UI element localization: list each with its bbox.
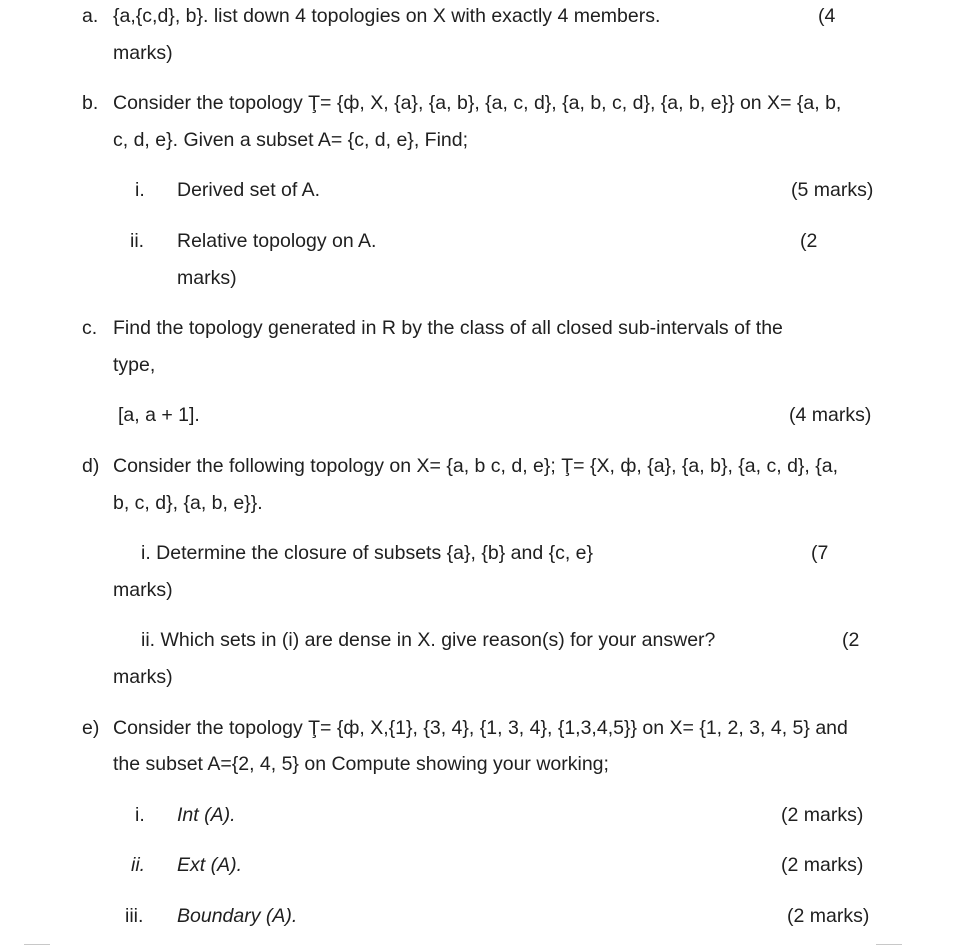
question-b-part-i-marks: (5 marks) (791, 179, 874, 201)
question-e-part-ii-number: ii. (131, 854, 146, 876)
question-e-part-i-text: Int (A). (177, 804, 236, 826)
question-e-text-line1: Consider the topology Ţ= {ф, X,{1}, {3, 4}, {1, 3, 4}, {1,3,4,5}} on X= {1, 2, 3, 4, 5} and (113, 717, 848, 739)
question-c-text-line1: Find the topology generated in R by the class of all closed sub-intervals of the (113, 317, 783, 339)
question-c-marks: (4 marks) (789, 404, 872, 426)
question-e-part-i-number: i. (135, 804, 145, 826)
question-a-marks-end: marks) (113, 42, 173, 64)
question-e-text-line2: the subset A={2, 4, 5} on Compute showing your working; (113, 753, 609, 775)
question-c-text-line2: type, (113, 354, 156, 376)
question-c-interval: [a, a + 1]. (118, 404, 200, 426)
question-e-part-ii-text: Ext (A). (177, 854, 243, 876)
question-d-part-i-text: i. Determine the closure of subsets {a}, {b} and {c, e} (141, 542, 594, 564)
page-edge-mark-right (876, 944, 902, 945)
question-b-text-line1: Consider the topology Ţ= {ф, X, {a}, {a, b}, {a, c, d}, {a, b, c, d}, {a, b, e}} on X= {a, b, (113, 92, 842, 114)
question-e-part-iii-marks: (2 marks) (787, 905, 870, 927)
question-a-text: {a,{c,d}, b}. list down 4 topologies on X with exactly 4 members. (113, 5, 661, 27)
question-d-part-ii-marks: (2 (842, 629, 860, 651)
question-d-text-line1: Consider the following topology on X= {a, b c, d, e}; Ţ= {X, ф, {a}, {a, b}, {a, c, d}, {a, (113, 455, 839, 477)
question-e-part-i-marks: (2 marks) (781, 804, 864, 826)
question-c-label: c. (82, 317, 98, 339)
question-a-label: a. (82, 5, 99, 27)
question-a-marks: (4 (818, 5, 836, 27)
question-b-part-ii-marks-end: marks) (177, 267, 237, 289)
question-d-part-i-marks: (7 (811, 542, 829, 564)
question-b-part-i-number: i. (135, 179, 145, 201)
question-d-part-ii-text: ii. Which sets in (i) are dense in X. give reason(s) for your answer? (141, 629, 716, 651)
question-b-text-line2: c, d, e}. Given a subset A= {c, d, e}, Find; (113, 129, 469, 151)
page-edge-mark-left (24, 944, 50, 945)
question-e-part-iii-number: iii. (125, 905, 144, 927)
question-b-part-ii-number: ii. (130, 230, 145, 252)
question-e-part-ii-marks: (2 marks) (781, 854, 864, 876)
question-d-label: d) (82, 455, 100, 477)
question-d-part-ii-marks-end: marks) (113, 666, 173, 688)
question-b-part-i-text: Derived set of A. (177, 179, 321, 201)
question-e-label: e) (82, 717, 100, 739)
question-d-part-i-marks-end: marks) (113, 579, 173, 601)
question-b-label: b. (82, 92, 99, 114)
question-b-part-ii-text: Relative topology on A. (177, 230, 377, 252)
question-d-text-line2: b, c, d}, {a, b, e}}. (113, 492, 263, 514)
question-e-part-iii-text: Boundary (A). (177, 905, 298, 927)
question-b-part-ii-marks: (2 (800, 230, 818, 252)
